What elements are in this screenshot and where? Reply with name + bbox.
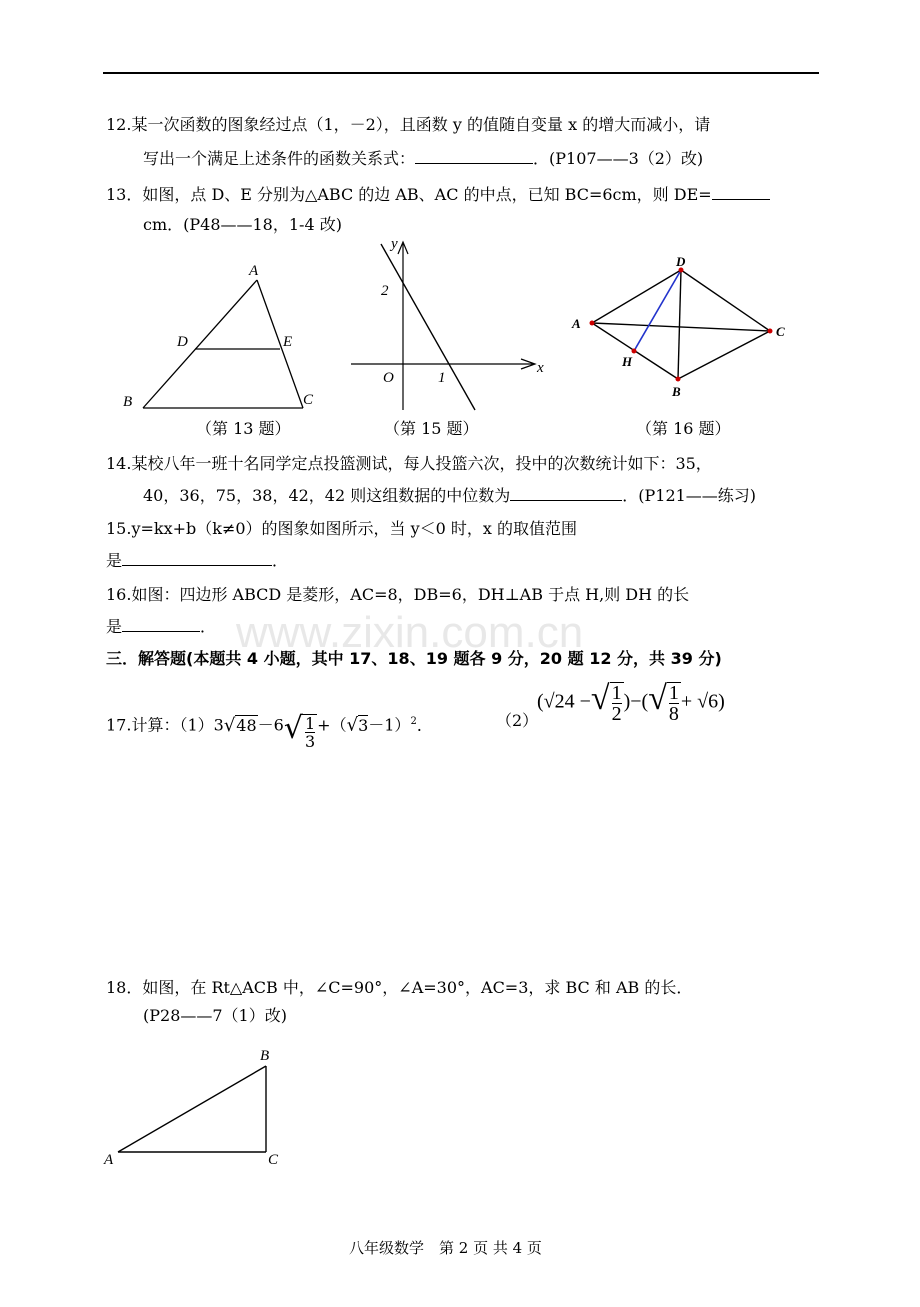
fig16-label-c: C bbox=[776, 324, 785, 339]
q17-part2-label: （2） bbox=[496, 711, 539, 730]
q13-line2: cm．(P48——18，1-4 改) bbox=[143, 215, 342, 234]
q17-dot: ． bbox=[416, 715, 433, 735]
fig15-label-1: 1 bbox=[438, 370, 446, 386]
q13-line1 bbox=[106, 182, 770, 205]
fig16-label-h: H bbox=[622, 354, 633, 369]
fig15-label-origin: O bbox=[383, 370, 394, 386]
sqrt-3-radicand: 3 bbox=[358, 715, 369, 735]
expr2-part-a: (√24 − bbox=[537, 690, 591, 713]
frac-numerator: 1 bbox=[304, 714, 316, 733]
page-footer: 八年级数学 第 2 页 共 4 页 bbox=[349, 1239, 542, 1257]
q12-line2-text: 写出一个满足上述条件的函数关系式： bbox=[143, 149, 416, 168]
sqrt-half: √ $\frac{1}{2}$ bbox=[590, 680, 622, 725]
section-3-heading: 三．解答题(本题共 4 小题，其中 17、18、19 题各 9 分，20 题 12 分，共 39 分) bbox=[106, 649, 722, 668]
q17-minus1: －1） bbox=[368, 715, 411, 735]
fig16-label-d: D bbox=[676, 254, 686, 269]
q15-answer-blank[interactable] bbox=[122, 549, 272, 566]
figure-15 bbox=[345, 232, 555, 412]
q14-line2-tail: ．(P121——练习) bbox=[622, 486, 757, 505]
frac-denominator: 3 bbox=[304, 732, 316, 751]
q17-square: 2 bbox=[410, 716, 417, 728]
sqrt-48-radicand: 48 bbox=[236, 715, 257, 735]
half-denominator: 2 bbox=[611, 703, 622, 725]
half-numerator: 1 bbox=[611, 682, 622, 704]
fig18-label-b: B bbox=[260, 1048, 270, 1064]
q17-prefix: 17.计算：（1）3 bbox=[106, 715, 224, 735]
q17-part1: 17.计算：（1）3√48－6√ $\frac{1}{3}$ $+(√3-1)^2$． bbox=[106, 711, 433, 751]
fig15-label-y: y bbox=[391, 236, 398, 252]
fig18-label-a: A bbox=[104, 1152, 114, 1168]
q14-line1: 14.某校八年一班十名同学定点投篮测试，每人投篮六次，投中的次数统计如下：35， bbox=[106, 454, 712, 473]
fig15-label-2: 2 bbox=[381, 283, 389, 299]
fig18-label-c: C bbox=[268, 1152, 279, 1168]
q13-line1-text: 13．如图，点 D、E 分别为△ABC 的边 AB、AC 的中点，已知 BC=6cm，则 DE= bbox=[106, 185, 712, 204]
q17-minus6: －6 bbox=[257, 715, 284, 735]
fig16-caption: （第 16 题） bbox=[636, 419, 731, 438]
q14-answer-blank[interactable] bbox=[510, 484, 622, 501]
fig13-label-a: A bbox=[249, 263, 259, 279]
q12-answer-blank[interactable] bbox=[415, 147, 533, 164]
header-rule bbox=[103, 72, 819, 74]
expr2-part-b: )−( bbox=[623, 690, 649, 713]
q15-line1: 15.y=kx+b（k≠0）的图象如图所示，当 y＜0 时，x 的取值范围 bbox=[106, 519, 578, 538]
q16-answer-blank[interactable] bbox=[122, 615, 200, 632]
q14-line2 bbox=[143, 483, 756, 506]
fig13-caption: （第 13 题） bbox=[196, 419, 291, 438]
fig13-label-e: E bbox=[283, 334, 293, 350]
sqrt-48: √48 bbox=[223, 714, 257, 736]
q15-line2-tail: ． bbox=[272, 551, 289, 570]
q17-part2-expression bbox=[537, 682, 725, 724]
watermark: www.zixin.com.cn bbox=[236, 608, 584, 657]
q17-plus: +（ bbox=[317, 715, 347, 735]
fig13-label-c: C bbox=[303, 392, 314, 408]
q14-line2-text: 40，36，75，38，42，42 则这组数据的中位数为 bbox=[143, 486, 511, 505]
figure-13 bbox=[115, 258, 325, 418]
q16-line2 bbox=[106, 614, 216, 637]
fig15-label-x: x bbox=[537, 360, 544, 376]
q12-line2 bbox=[143, 146, 703, 169]
sqrt-eighth: √ $\frac{1}{8}$ bbox=[648, 680, 679, 725]
sqrt-one-third: √ $\frac{1}{3}$ bbox=[283, 711, 316, 751]
expr2-part-c: + √6) bbox=[680, 690, 725, 713]
fig13-label-b: B bbox=[123, 394, 133, 410]
fig16-label-b: B bbox=[672, 384, 681, 399]
q12-line2-tail: ．(P107——3（2）改) bbox=[533, 149, 704, 168]
q12-line1: 12.某一次函数的图象经过点（1，－2），且函数 y 的值随自变量 x 的增大而减小，请 bbox=[106, 115, 711, 134]
eighth-numerator: 1 bbox=[668, 682, 679, 704]
q18-line1: 18．如图，在 Rt△ACB 中，∠C=90°，∠A=30°，AC=3，求 BC 和 AB 的长． bbox=[106, 978, 693, 997]
fig15-caption: （第 15 题） bbox=[384, 419, 479, 438]
figure-18 bbox=[100, 1040, 300, 1175]
q15-line2 bbox=[106, 548, 288, 571]
q15-line2-text: 是 bbox=[106, 551, 123, 570]
figure-16 bbox=[566, 250, 796, 410]
q18-line2: (P28——7（1）改) bbox=[143, 1006, 287, 1025]
q13-answer-blank[interactable] bbox=[712, 183, 770, 200]
fig16-label-a: A bbox=[572, 316, 581, 331]
q16-line1: 16.如图：四边形 ABCD 是菱形，AC=8，DB=6，DH⊥AB 于点 H,则 DH 的长 bbox=[106, 585, 690, 604]
q16-line2-text: 是 bbox=[106, 617, 123, 636]
fig13-label-d: D bbox=[177, 334, 188, 350]
q16-line2-tail: ． bbox=[200, 617, 217, 636]
eighth-denominator: 8 bbox=[668, 703, 679, 725]
